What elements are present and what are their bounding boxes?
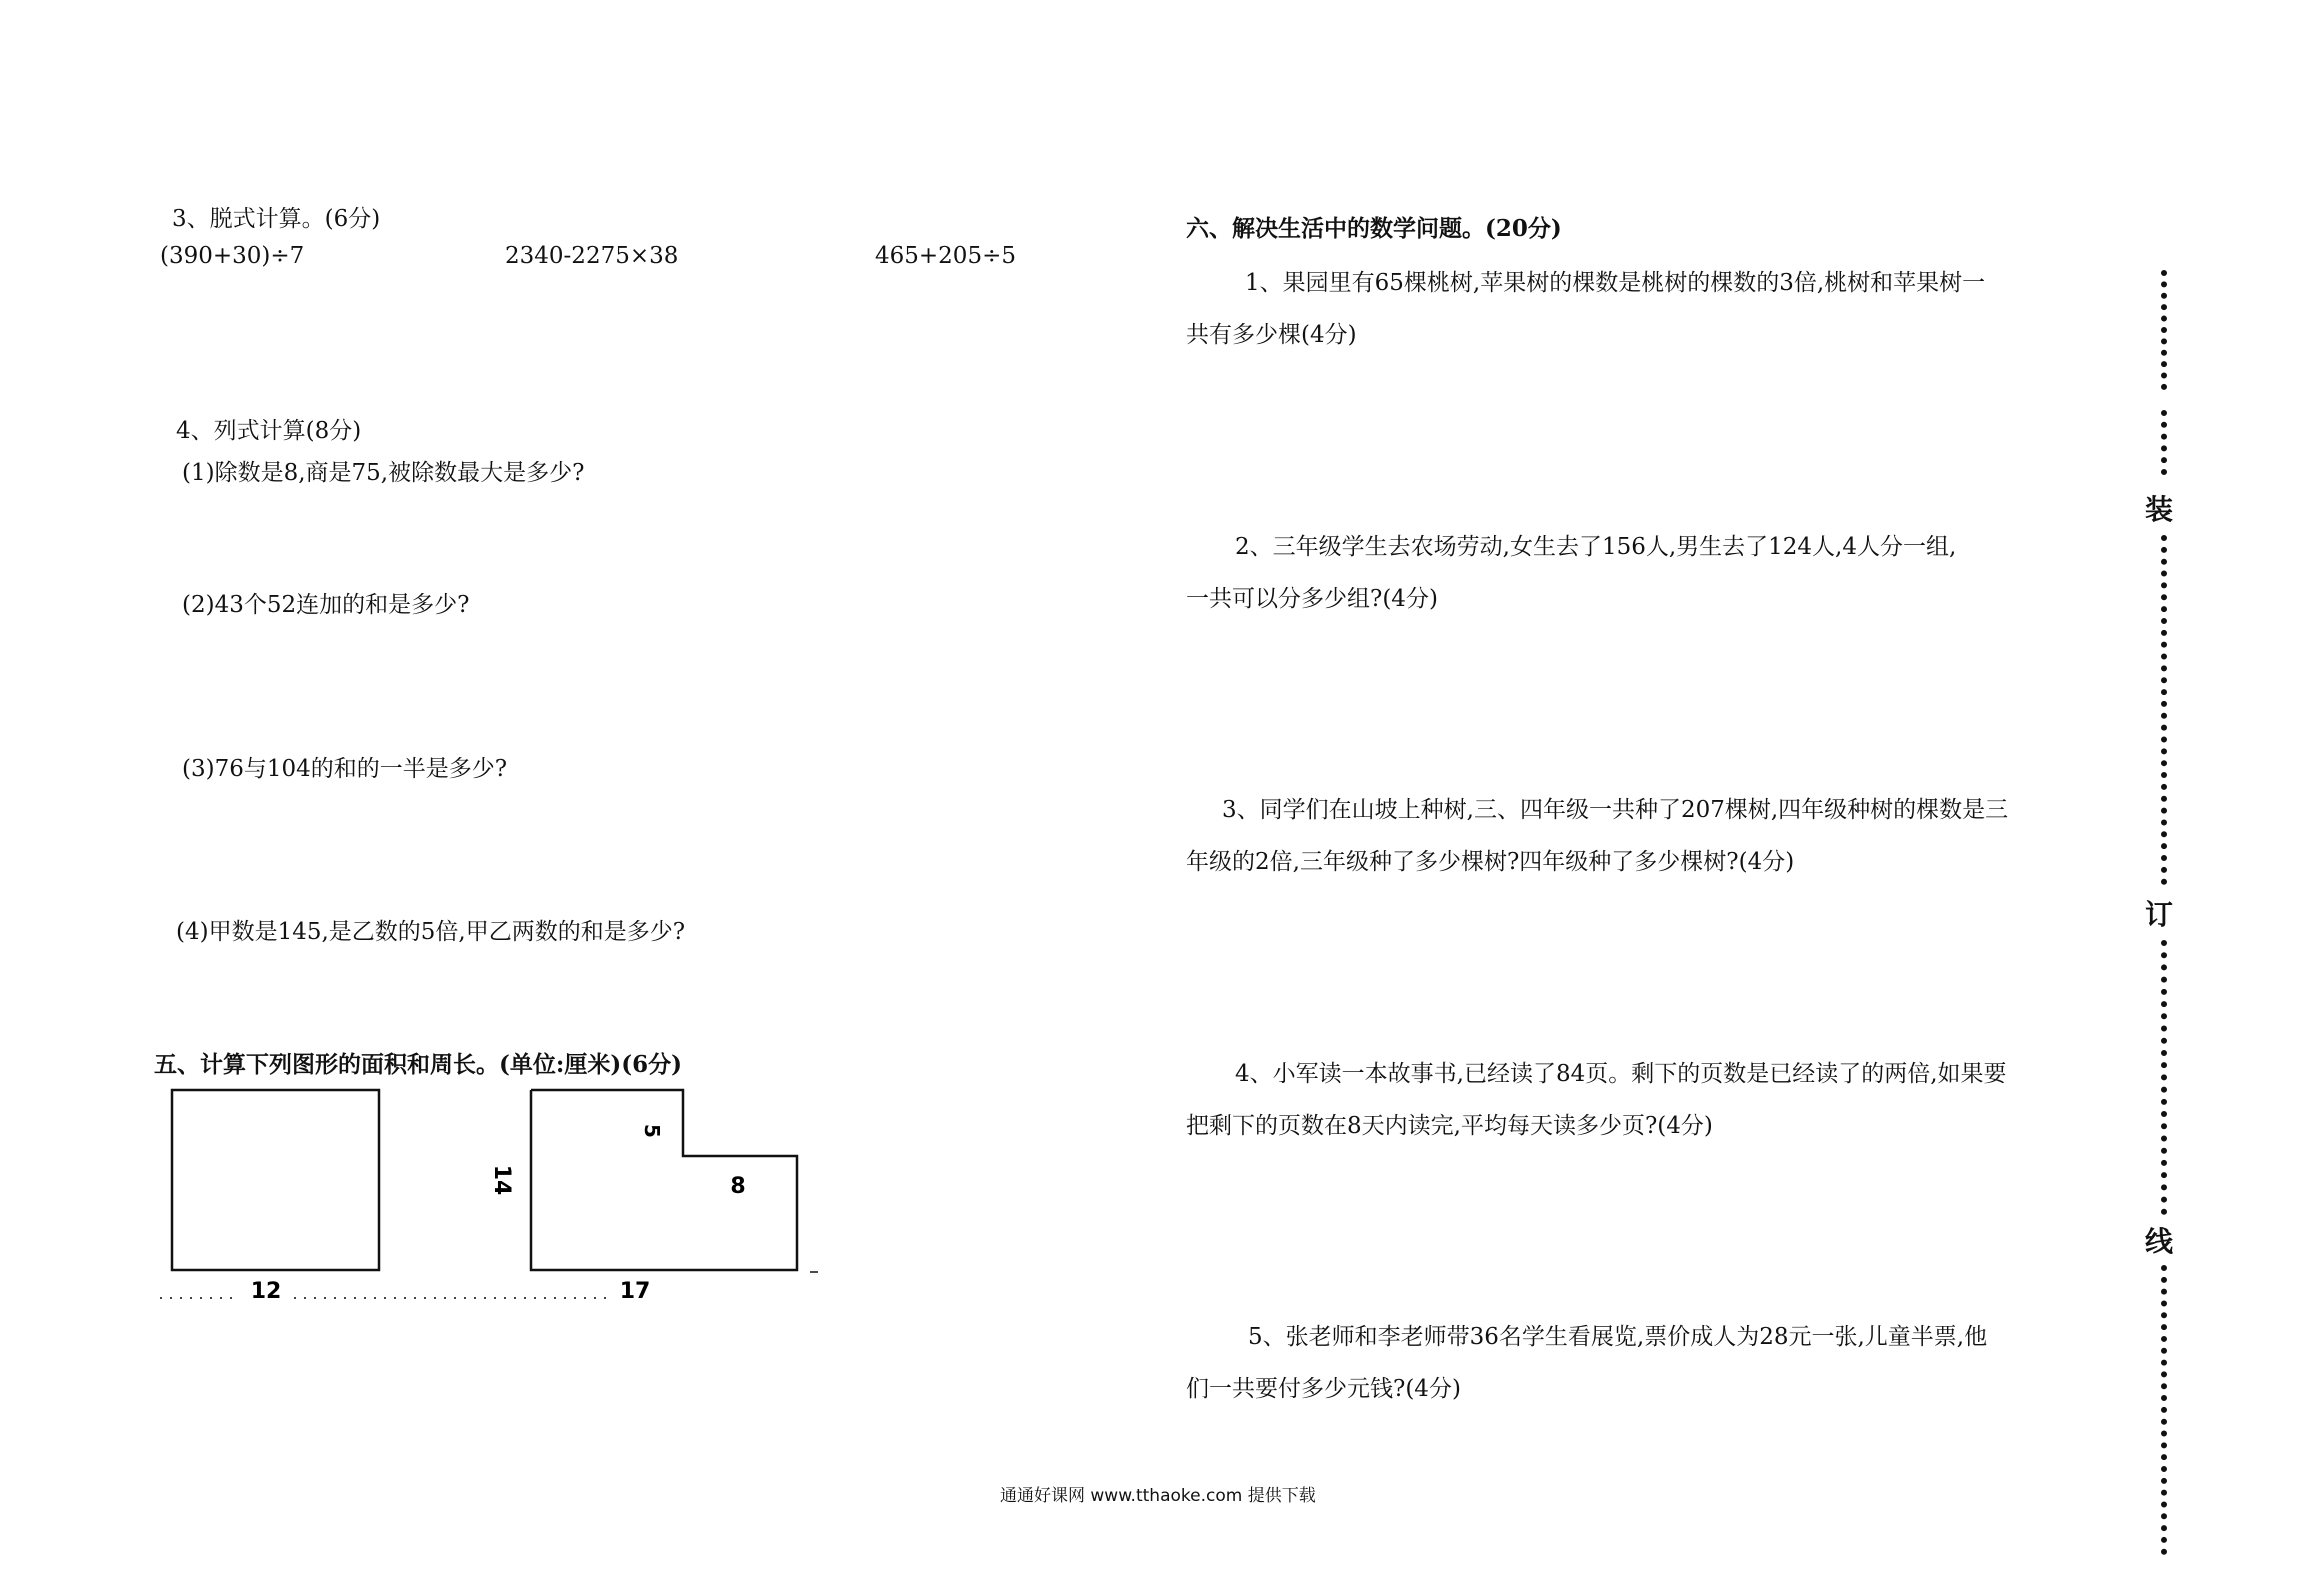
- problem-4-line1: 4、小军读一本故事书,已经读了84页。剩下的页数是已经读了的两倍,如果要: [1235, 1061, 2007, 1087]
- height-label: 14: [489, 1164, 514, 1196]
- problem-5-line2: 们一共要付多少元钱?(4分): [1186, 1376, 1461, 1402]
- binding-dotted-line-2: [2161, 410, 2167, 475]
- binding-dotted-line-5: [2161, 1265, 2167, 1555]
- q4-item-3: (3)76与104的和的一半是多少?: [182, 756, 508, 782]
- bottom-label: 17: [619, 1279, 651, 1304]
- binding-dotted-line-1: [2161, 270, 2167, 390]
- q3-expr-3: 465+205÷5: [875, 243, 1016, 269]
- problem-5-line1: 5、张老师和李老师带36名学生看展览,票价成人为28元一张,儿童半票,他: [1248, 1324, 1988, 1350]
- q4-item-1: (1)除数是8,商是75,被除数最大是多少?: [182, 460, 585, 486]
- q4-item-4: (4)甲数是145,是乙数的5倍,甲乙两数的和是多少?: [176, 919, 686, 945]
- problem-1-line1: 1、果园里有65棵桃树,苹果树的棵数是桃树的棵数的3倍,桃树和苹果树一: [1245, 270, 1986, 296]
- figures: [150, 1080, 830, 1320]
- problem-2-line2: 一共可以分多少组?(4分): [1186, 586, 1438, 612]
- square-side-label: 12: [250, 1279, 282, 1304]
- notch-label: 5: [640, 1124, 664, 1138]
- q4-item-2: (2)43个52连加的和是多少?: [182, 592, 470, 618]
- problem-1-line2: 共有多少棵(4分): [1186, 322, 1357, 348]
- square-shape: [172, 1090, 379, 1270]
- problem-3-line1: 3、同学们在山坡上种树,三、四年级一共种了207棵树,四年级种树的棵数是三: [1222, 797, 2009, 823]
- problem-4-line2: 把剩下的页数在8天内读完,平均每天读多少页?(4分): [1186, 1113, 1713, 1139]
- binding-dotted-line-3: [2161, 535, 2167, 885]
- l-shape: [531, 1090, 797, 1270]
- q3-title: 3、脱式计算。(6分): [172, 206, 381, 232]
- margin-char-ding: 订: [2145, 898, 2174, 931]
- section5-title: 五、计算下列图形的面积和周长。(单位:厘米)(6分): [154, 1051, 683, 1078]
- margin-char-zhuang: 装: [2145, 493, 2174, 526]
- q3-expr-1: (390+30)÷7: [160, 243, 305, 269]
- section6-title: 六、解决生活中的数学问题。(20分): [1186, 215, 1562, 242]
- margin-char-xian: 线: [2145, 1225, 2174, 1258]
- footer-source: 通通好课网 www.tthaoke.com 提供下载: [1000, 1486, 1316, 1506]
- q4-title: 4、列式计算(8分): [176, 418, 362, 444]
- right-side-label: 8: [730, 1174, 746, 1199]
- problem-3-line2: 年级的2倍,三年级种了多少棵树?四年级种了多少棵树?(4分): [1186, 849, 1795, 875]
- problem-2-line1: 2、三年级学生去农场劳动,女生去了156人,男生去了124人,4人分一组,: [1235, 534, 1957, 560]
- q3-expr-2: 2340-2275×38: [505, 243, 679, 269]
- binding-dotted-line-4: [2161, 940, 2167, 1215]
